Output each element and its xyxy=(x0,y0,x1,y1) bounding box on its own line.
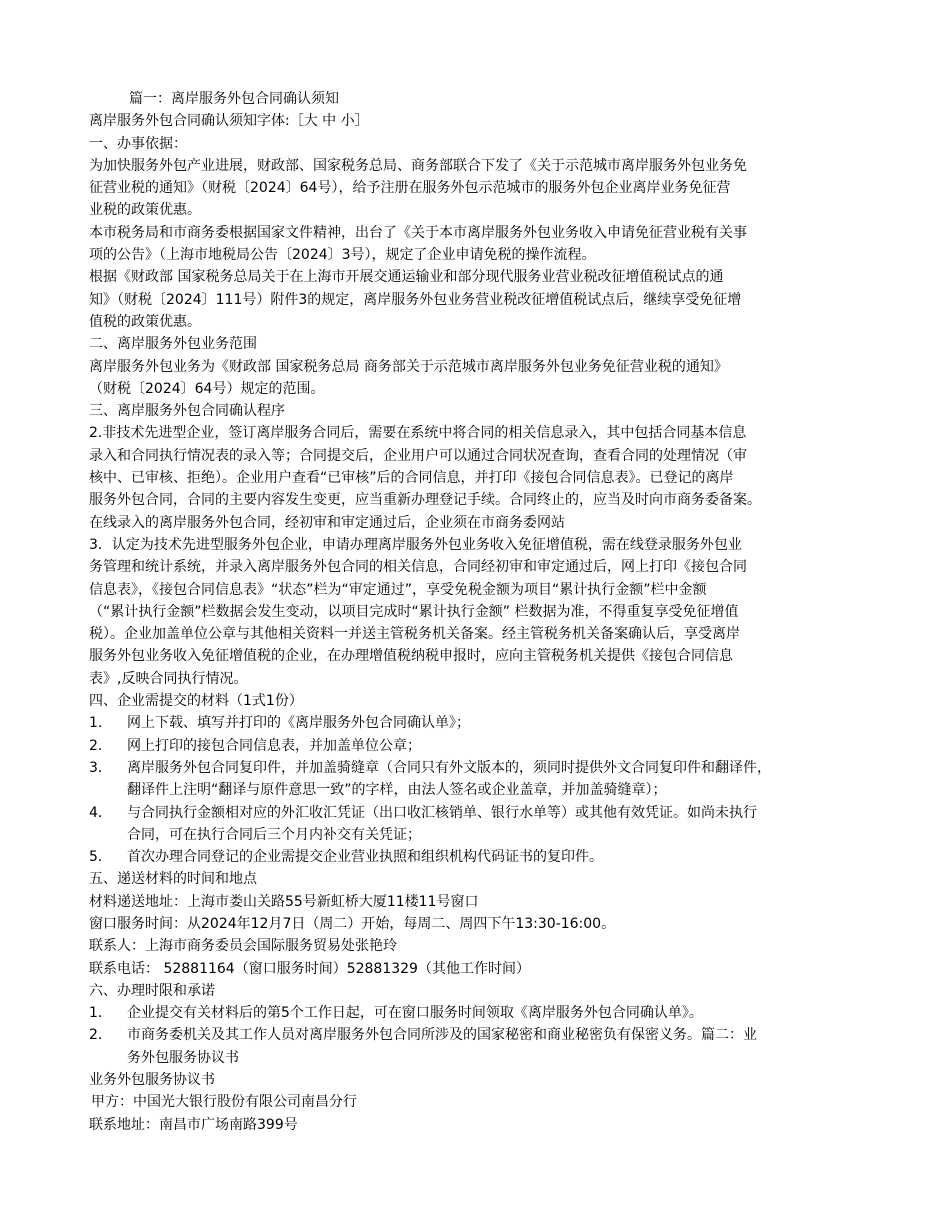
list-text: 网上下载、填写并打印的《离岸服务外包合同确认单》； xyxy=(127,715,470,732)
paragraph-line: 务管理和统计系统，并录入离岸服务外包合同的相关信息，合同经初审和审定通过后，网上打印《接包合同 xyxy=(89,559,747,576)
section-heading: 一、办事依据： xyxy=(89,135,187,152)
list-item xyxy=(89,712,869,734)
paragraph-line: 业税的政策优惠。 xyxy=(89,202,201,219)
section-heading: 二、离岸服务外包业务范围 xyxy=(89,336,257,353)
list-text: 合同，可在执行合同后三个月内补交有关凭证； xyxy=(127,826,421,843)
section-heading: 三、离岸服务外包合同确认程序 xyxy=(89,403,285,420)
service-hours: 窗口服务时间：从2024年12月7日（周二）开始，每周二、周四下午13:30-16:00。 xyxy=(89,915,616,932)
paragraph-line: 值税的政策优惠。 xyxy=(89,313,201,330)
paragraph-line: 本市税务局和市商务委根据国家文件精神，出台了《关于本市离岸服务外包业务收入申请免征营业税有关事 xyxy=(89,224,747,241)
list-text: 与合同执行金额相对应的外汇收汇凭证（出口收汇核销单、银行水单等）或其他有效凭证。如尚未执行 xyxy=(127,804,757,821)
part2-title: 业务外包服务协议书 xyxy=(89,1072,215,1089)
contact-phone: 联系电话： 52881164（窗口服务时间）52881329（其他工作时间） xyxy=(89,960,530,977)
document-page xyxy=(89,88,869,1136)
font-size-hint: 离岸服务外包合同确认须知字体:［大 中 小］ xyxy=(89,113,369,130)
list-number: 2． xyxy=(89,1027,112,1044)
list-text: 市商务委机关及其工作人员对离岸服务外包合同所涉及的国家秘密和商业秘密负有保密义务。篇二：业 xyxy=(127,1027,757,1044)
list-text: 离岸服务外包合同复印件，并加盖骑缝章（合同只有外文版本的，须同时提供外文合同复印件和翻译件， xyxy=(127,759,771,776)
paragraph-line: （财税〔2024〕64号）规定的范围。 xyxy=(89,380,325,397)
list-text: 务外包服务协议书 xyxy=(127,1049,239,1066)
list-item xyxy=(89,846,869,868)
paragraph-line: 3．认定为技术先进型服务外包企业，申请办理离岸服务外包业务收入免征增值税，需在线登录服务外包业 xyxy=(89,536,742,553)
list-number: 1． xyxy=(89,715,112,732)
paragraph-line: 根据《财政部 国家税务总局关于在上海市开展交通运输业和部分现代服务业营业税改征增值税试点的通 xyxy=(89,269,724,286)
paragraph-line: 项的公告》（上海市地税局公告〔2024〕3号），规定了企业申请免税的操作流程。 xyxy=(89,247,596,264)
paragraph-line: 在线录入的离岸服务外包合同，经初审和审定通过后，企业须在市商务委网站 xyxy=(89,514,565,531)
paragraph-line: 信息表》，《接包合同信息表》“状态”栏为“审定通过”，享受免税金额为项目“累计执行金额”栏中金额 xyxy=(89,581,707,598)
list-item xyxy=(89,757,869,802)
doc-title: 篇一：离岸服务外包合同确认须知 xyxy=(129,91,339,107)
section-heading: 五、递送材料的时间和地点 xyxy=(89,871,257,888)
paragraph-line: 为加快服务外包产业进展，财政部、国家税务总局、商务部联合下发了《关于示范城市离岸服务外包业务免 xyxy=(89,157,747,174)
list-text: 翻译件上注明“翻译与原件意思一致”的字样，由法人签名或企业盖章，并加盖骑缝章）； xyxy=(127,782,667,799)
section-heading: 四、企业需提交的材料（1式1份） xyxy=(89,693,303,710)
paragraph-line: 录入和合同执行情况表的录入等；合同提交后，企业用户可以通过合同状况查询，查看合同的处理情况（审 xyxy=(89,447,747,464)
list-item xyxy=(89,735,869,757)
paragraph-line: 2.非技术先进型企业，签订离岸服务合同后，需要在系统中将合同的相关信息录入，其中包括合同基本信息 xyxy=(89,425,747,442)
section-heading: 六、办理时限和承诺 xyxy=(89,982,215,999)
list-text: 企业提交有关材料后的第5个工作日起，可在窗口服务时间领取《离岸服务外包合同确认单》。 xyxy=(127,1005,703,1022)
paragraph-line: （“累计执行金额”栏数据会发生变动，以项目完成时“累计执行金额” 栏数据为准，不得重复享受免征增值 xyxy=(89,603,739,620)
list-item xyxy=(89,1024,869,1069)
list-item xyxy=(89,1002,869,1024)
paragraph-line: 服务外包业务收入免征增值税的企业，在办理增值税纳税申报时，应向主管税务机关提供《接包合同信息 xyxy=(89,648,733,665)
list-number: 1． xyxy=(89,1005,112,1022)
list-number: 2． xyxy=(89,737,112,754)
party-a: 甲方：中国光大银行股份有限公司南昌分行 xyxy=(91,1094,357,1111)
list-text: 网上打印的接包合同信息表，并加盖单位公章； xyxy=(127,737,421,754)
paragraph-line: 征营业税的通知》（财税〔2024〕64号），给予注册在服务外包示范城市的服务外包企业离岸业务免征营 xyxy=(89,180,731,197)
contact-person: 联系人：上海市商务委员会国际服务贸易处张艳玲 xyxy=(89,938,397,955)
paragraph-line: 核中、已审核、拒绝）。企业用户查看“已审核”后的合同信息，并打印《接包合同信息表》。已登记的离岸 xyxy=(89,470,734,487)
contact-address: 联系地址：南昌市广场南路399号 xyxy=(89,1116,298,1133)
paragraph-line: 税）。企业加盖单位公章与其他相关资料一并送主管税务机关备案。经主管税务机关备案确认后，享受离岸 xyxy=(89,626,740,643)
list-number: 3． xyxy=(89,759,112,776)
paragraph-line: 表》,反映合同执行情况。 xyxy=(89,670,248,687)
list-number: 5． xyxy=(89,849,112,866)
paragraph-line: 知》（财税〔2024〕111号）附件3的规定，离岸服务外包业务营业税改征增值税试点后，继续享受免征增 xyxy=(89,291,742,308)
paragraph-line: 服务外包合同，合同的主要内容发生变更，应当重新办理登记手续。合同终止的，应当及时向市商务委备案。 xyxy=(89,492,761,509)
list-text: 首次办理合同登记的企业需提交企业营业执照和组织机构代码证书的复印件。 xyxy=(127,849,603,866)
list-item xyxy=(89,802,869,847)
paragraph-line: 离岸服务外包业务为《财政部 国家税务总局 商务部关于示范城市离岸服务外包业务免征营业税的通知》 xyxy=(89,358,728,375)
delivery-address: 材料递送地址：上海市娄山关路55号新虹桥大厦11楼11号窗口 xyxy=(89,893,479,910)
list-number: 4． xyxy=(89,804,112,821)
